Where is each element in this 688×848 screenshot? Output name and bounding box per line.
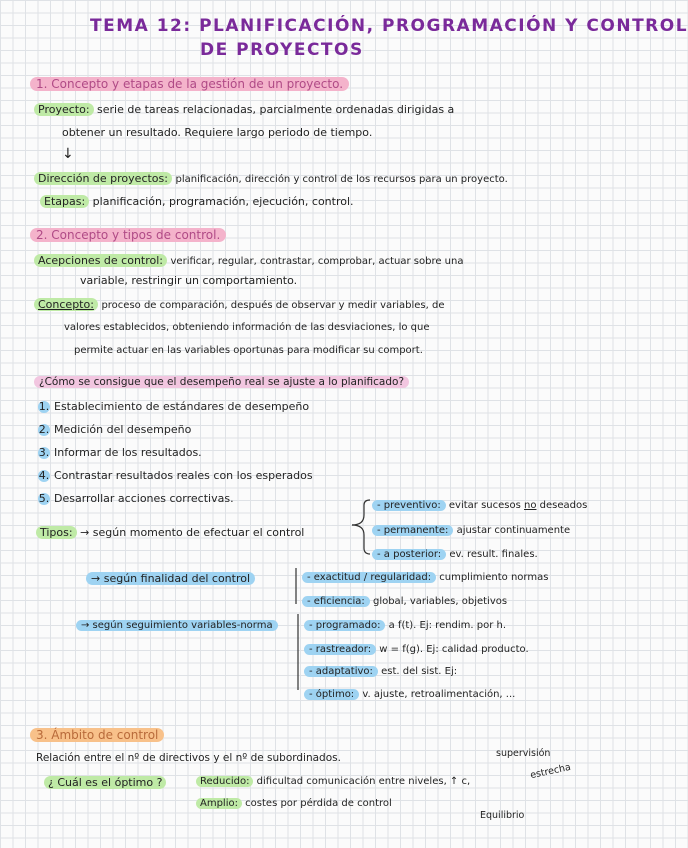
section-1-heading: 1. Concepto y etapas de la gestión de un proyecto. <box>30 77 349 91</box>
concepto-label: Concepto: <box>34 298 98 311</box>
tipo-seguimiento: → según seguimiento variables-norma <box>76 620 278 631</box>
finalidad-label: - exactitud / regularidad: <box>302 572 436 583</box>
seguimiento-text: w = f(g). Ej: calidad producto. <box>379 644 529 655</box>
step-text: Desarrollar acciones correctivas. <box>54 492 234 505</box>
amplio-text: costes por pérdida de control <box>245 798 392 809</box>
momento-item <box>372 500 587 511</box>
step-number: 4. <box>38 469 50 482</box>
section-2-heading: 2. Concepto y tipos de control. <box>30 228 226 242</box>
page-title-line2: DE PROYECTOS <box>200 40 364 60</box>
etapas-label: Etapas: <box>40 195 89 208</box>
relacion-text: Relación entre el nº de directivos y el nº de subordinados. <box>36 752 341 764</box>
step-text: Contrastar resultados reales con los esperados <box>54 469 313 482</box>
concepto-text2: valores establecidos, obteniendo información de las desviaciones, lo que <box>64 322 430 333</box>
brace-momento-top <box>352 500 370 525</box>
proyecto-text1: serie de tareas relacionadas, parcialmente ordenadas dirigidas a <box>97 103 455 116</box>
seguimiento-label: - programado: <box>304 620 385 631</box>
momento-label: - permanente: <box>372 525 453 536</box>
page-title-line1: TEMA 12: PLANIFICACIÓN, PROGRAMACIÓN Y CONTROL <box>90 16 688 36</box>
direccion-text: planificación, dirección y control de los recursos para un proyecto. <box>175 174 508 185</box>
momento-item <box>372 525 570 536</box>
momento-rest: deseados <box>536 500 588 511</box>
tipo-finalidad: → según finalidad del control <box>86 572 255 585</box>
proyecto-text2: obtener un resultado. Requiere largo periodo de tiempo. <box>62 126 373 139</box>
seguimiento-text: a f(t). Ej: rendim. por h. <box>388 620 507 631</box>
optimo-question <box>44 776 166 789</box>
acepciones-label: Acepciones de control: <box>34 254 167 267</box>
finalidad-label: - eficiencia: <box>302 596 370 607</box>
step-number: 3. <box>38 446 50 459</box>
optimo-question-text: ¿ Cuál es el óptimo ? <box>44 776 166 789</box>
acepciones-text1: verificar, regular, contrastar, comprobar, actuar sobre una <box>170 256 464 267</box>
momento-text: ajustar continuamente <box>456 525 571 536</box>
step-text: Informar de los resultados. <box>54 446 202 459</box>
proyecto-label: Proyecto: <box>34 103 94 116</box>
momento-label: - a posterior: <box>372 549 446 560</box>
section-3-heading: 3. Ámbito de control <box>30 728 164 742</box>
momento-item <box>372 549 538 560</box>
seguimiento-item <box>304 666 457 677</box>
seguimiento-text: est. del sist. Ej: <box>381 666 458 677</box>
seguimiento-text: v. ajuste, retroalimentación, ... <box>362 689 516 700</box>
estrecha-note: estrecha <box>529 761 572 782</box>
reducido-text: dificultad comunicación entre niveles, ↑ c, <box>256 776 471 787</box>
seguimiento-label: - adaptativo: <box>304 666 378 677</box>
seguimiento-item <box>304 689 515 700</box>
finalidad-text: cumplimiento normas <box>439 572 549 583</box>
momento-underline: no <box>524 500 537 511</box>
seguimiento-item <box>304 620 506 631</box>
supervision-note: supervisión <box>496 748 551 759</box>
tipo-momento: → según momento de efectuar el control <box>80 526 305 539</box>
brace-momento-bottom <box>352 525 370 554</box>
finalidad-item <box>302 572 548 583</box>
step-number: 1. <box>38 400 50 413</box>
concepto-text3: permite actuar en las variables oportunas para modificar su comport. <box>74 345 423 356</box>
amplio-line <box>196 798 392 809</box>
etapas-text: planificación, programación, ejecución, control. <box>92 195 354 208</box>
momento-text: evitar sucesos <box>448 500 521 511</box>
step-number: 5. <box>38 492 50 505</box>
seguimiento-item <box>304 644 529 655</box>
seguimiento-label: - óptimo: <box>304 689 359 700</box>
down-arrow-icon: ↓ <box>62 146 74 162</box>
step-text: Establecimiento de estándares de desempeño <box>54 400 310 413</box>
step-number: 2. <box>38 423 50 436</box>
step-text: Medición del desempeño <box>54 423 192 436</box>
reducido-label: Reducido: <box>196 776 253 787</box>
reducido-line <box>196 776 470 787</box>
tipos-label: Tipos: <box>36 526 77 539</box>
control-question: ¿Cómo se consigue que el desempeño real se ajuste a lo planificado? <box>34 376 409 388</box>
direccion-label: Dirección de proyectos: <box>34 172 172 185</box>
seguimiento-label: - rastreador: <box>304 644 376 655</box>
momento-label: - preventivo: <box>372 500 446 511</box>
concepto-text1: proceso de comparación, después de observar y medir variables, de <box>101 300 445 311</box>
finalidad-item <box>302 596 507 607</box>
acepciones-text2: variable, restringir un comportamiento. <box>80 274 298 287</box>
finalidad-text: global, variables, objetivos <box>372 596 508 607</box>
momento-text: ev. result. finales. <box>449 549 538 560</box>
equilibrio-note: Equilibrio <box>480 810 525 821</box>
amplio-label: Amplio: <box>196 798 242 809</box>
